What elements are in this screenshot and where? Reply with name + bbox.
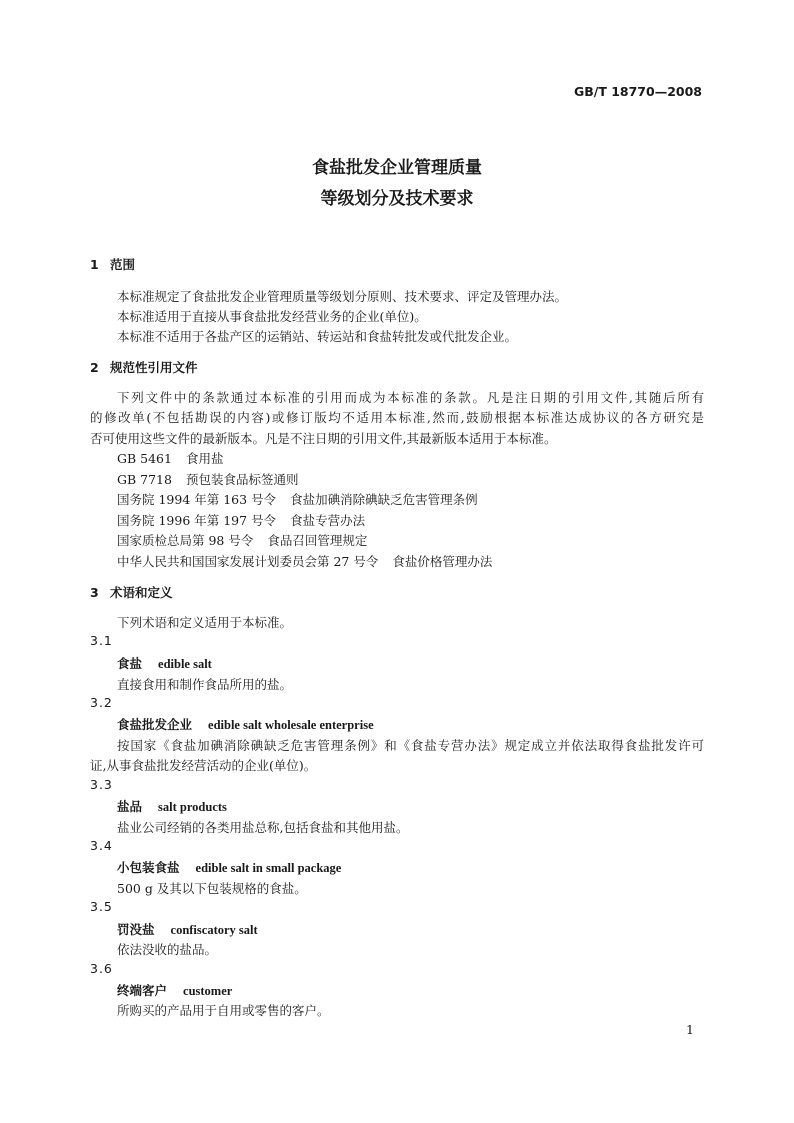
reference-code: 中华人民共和国国家发展计划委员会第 27 号令 xyxy=(117,554,379,569)
reference-name: 食用盐 xyxy=(185,451,224,466)
reference-name: 预包装食品标签通则 xyxy=(185,472,299,487)
term-zh: 罚没盐 xyxy=(117,922,155,937)
term-entry xyxy=(117,981,232,999)
paragraph: 本标准不适用于各盐产区的运销站、转运站和食盐转批发或代批发企业。 xyxy=(117,329,518,344)
reference-code: GB 5461 xyxy=(117,451,172,466)
term-zh: 食盐批发企业 xyxy=(117,717,193,732)
term-definition: 盐业公司经销的各类用盐总称,包括食盐和其他用盐。 xyxy=(117,820,409,835)
term-en: edible salt xyxy=(158,657,212,671)
section-heading-normative-references xyxy=(90,358,198,376)
clause-number: 3.3 xyxy=(90,777,113,792)
paragraph-line: 下列文件中的条款通过本标准的引用而成为本标准的条款。凡是注日期的引用文件,其随后所有 xyxy=(117,390,704,405)
document-title-line-1: 食盐批发企业管理质量 xyxy=(312,158,482,178)
term-definition-line: 按国家《食盐加碘消除碘缺乏危害管理条例》和《食盐专营办法》规定成立并依法取得食盐批发许可 xyxy=(117,738,704,753)
term-zh: 盐品 xyxy=(117,799,143,814)
document-title-line-2: 等级划分及技术要求 xyxy=(320,189,474,209)
clause-number: 3.2 xyxy=(90,695,113,710)
term-en: edible salt in small package xyxy=(195,861,342,875)
section-heading-terms-definitions xyxy=(90,583,173,601)
clause-number: 3.4 xyxy=(90,838,113,853)
term-entry xyxy=(117,715,374,733)
paragraph: 本标准规定了食盐批发企业管理质量等级划分原则、技术要求、评定及管理办法。 xyxy=(117,289,568,304)
reference-code: 国务院 1996 年第 197 号令 xyxy=(117,513,277,528)
paragraph-line: 否可使用这些文件的最新版本。凡是不注日期的引用文件,其最新版本适用于本标准。 xyxy=(90,431,557,446)
reference-item xyxy=(117,531,367,549)
term-zh: 终端客户 xyxy=(117,983,168,998)
section-heading-scope xyxy=(90,255,135,273)
clause-number: 3.1 xyxy=(90,633,113,648)
reference-name: 食盐加碘消除碘缺乏危害管理条例 xyxy=(290,492,478,507)
term-definition: 依法没收的盐品。 xyxy=(117,942,218,957)
term-definition-line: 证,从事食盐批发经营活动的企业(单位)。 xyxy=(90,758,317,773)
reference-item xyxy=(117,511,365,529)
standard-code: GB/T 18770—2008 xyxy=(573,84,702,99)
term-en: salt products xyxy=(158,800,227,814)
term-definition: 直接食用和制作食品所用的盐。 xyxy=(117,677,293,692)
term-en: customer xyxy=(183,984,233,998)
section-title: 术语和定义 xyxy=(110,585,173,600)
term-en: confiscatory salt xyxy=(170,923,258,937)
term-en: edible salt wholesale enterprise xyxy=(208,718,374,732)
reference-code: 国家质检总局第 98 号令 xyxy=(117,533,254,548)
section-number: 1 xyxy=(90,257,99,272)
term-entry xyxy=(117,654,212,672)
section-title: 范围 xyxy=(110,257,136,272)
section-title: 规范性引用文件 xyxy=(110,360,198,375)
paragraph-line: 的修改单(不包括勘误的内容)或修订版均不适用本标准,然而,鼓励根据本标准达成协议的各方研究是 xyxy=(90,410,704,425)
reference-item xyxy=(117,490,478,508)
section-number: 2 xyxy=(90,360,99,375)
term-definition: 所购买的产品用于自用或零售的客户。 xyxy=(117,1003,330,1018)
clause-number: 3.5 xyxy=(90,899,113,914)
reference-name: 食盐价格管理办法 xyxy=(392,554,493,569)
reference-name: 食盐专营办法 xyxy=(290,513,366,528)
paragraph: 下列术语和定义适用于本标准。 xyxy=(117,615,293,630)
term-zh: 食盐 xyxy=(117,656,143,671)
reference-code: 国务院 1994 年第 163 号令 xyxy=(117,492,277,507)
reference-item xyxy=(117,449,223,467)
term-definition: 500 g 及其以下包装规格的食盐。 xyxy=(117,881,307,896)
term-zh: 小包装食盐 xyxy=(117,860,180,875)
reference-item xyxy=(117,470,298,488)
paragraph: 本标准适用于直接从事食盐批发经营业务的企业(单位)。 xyxy=(117,309,427,324)
reference-item xyxy=(117,552,492,570)
reference-code: GB 7718 xyxy=(117,472,172,487)
section-number: 3 xyxy=(90,585,99,600)
clause-number: 3.6 xyxy=(90,961,113,976)
page-number: 1 xyxy=(686,1022,694,1037)
reference-name: 食品召回管理规定 xyxy=(267,533,368,548)
term-entry xyxy=(117,858,341,876)
term-entry xyxy=(117,920,258,938)
term-entry xyxy=(117,797,227,815)
